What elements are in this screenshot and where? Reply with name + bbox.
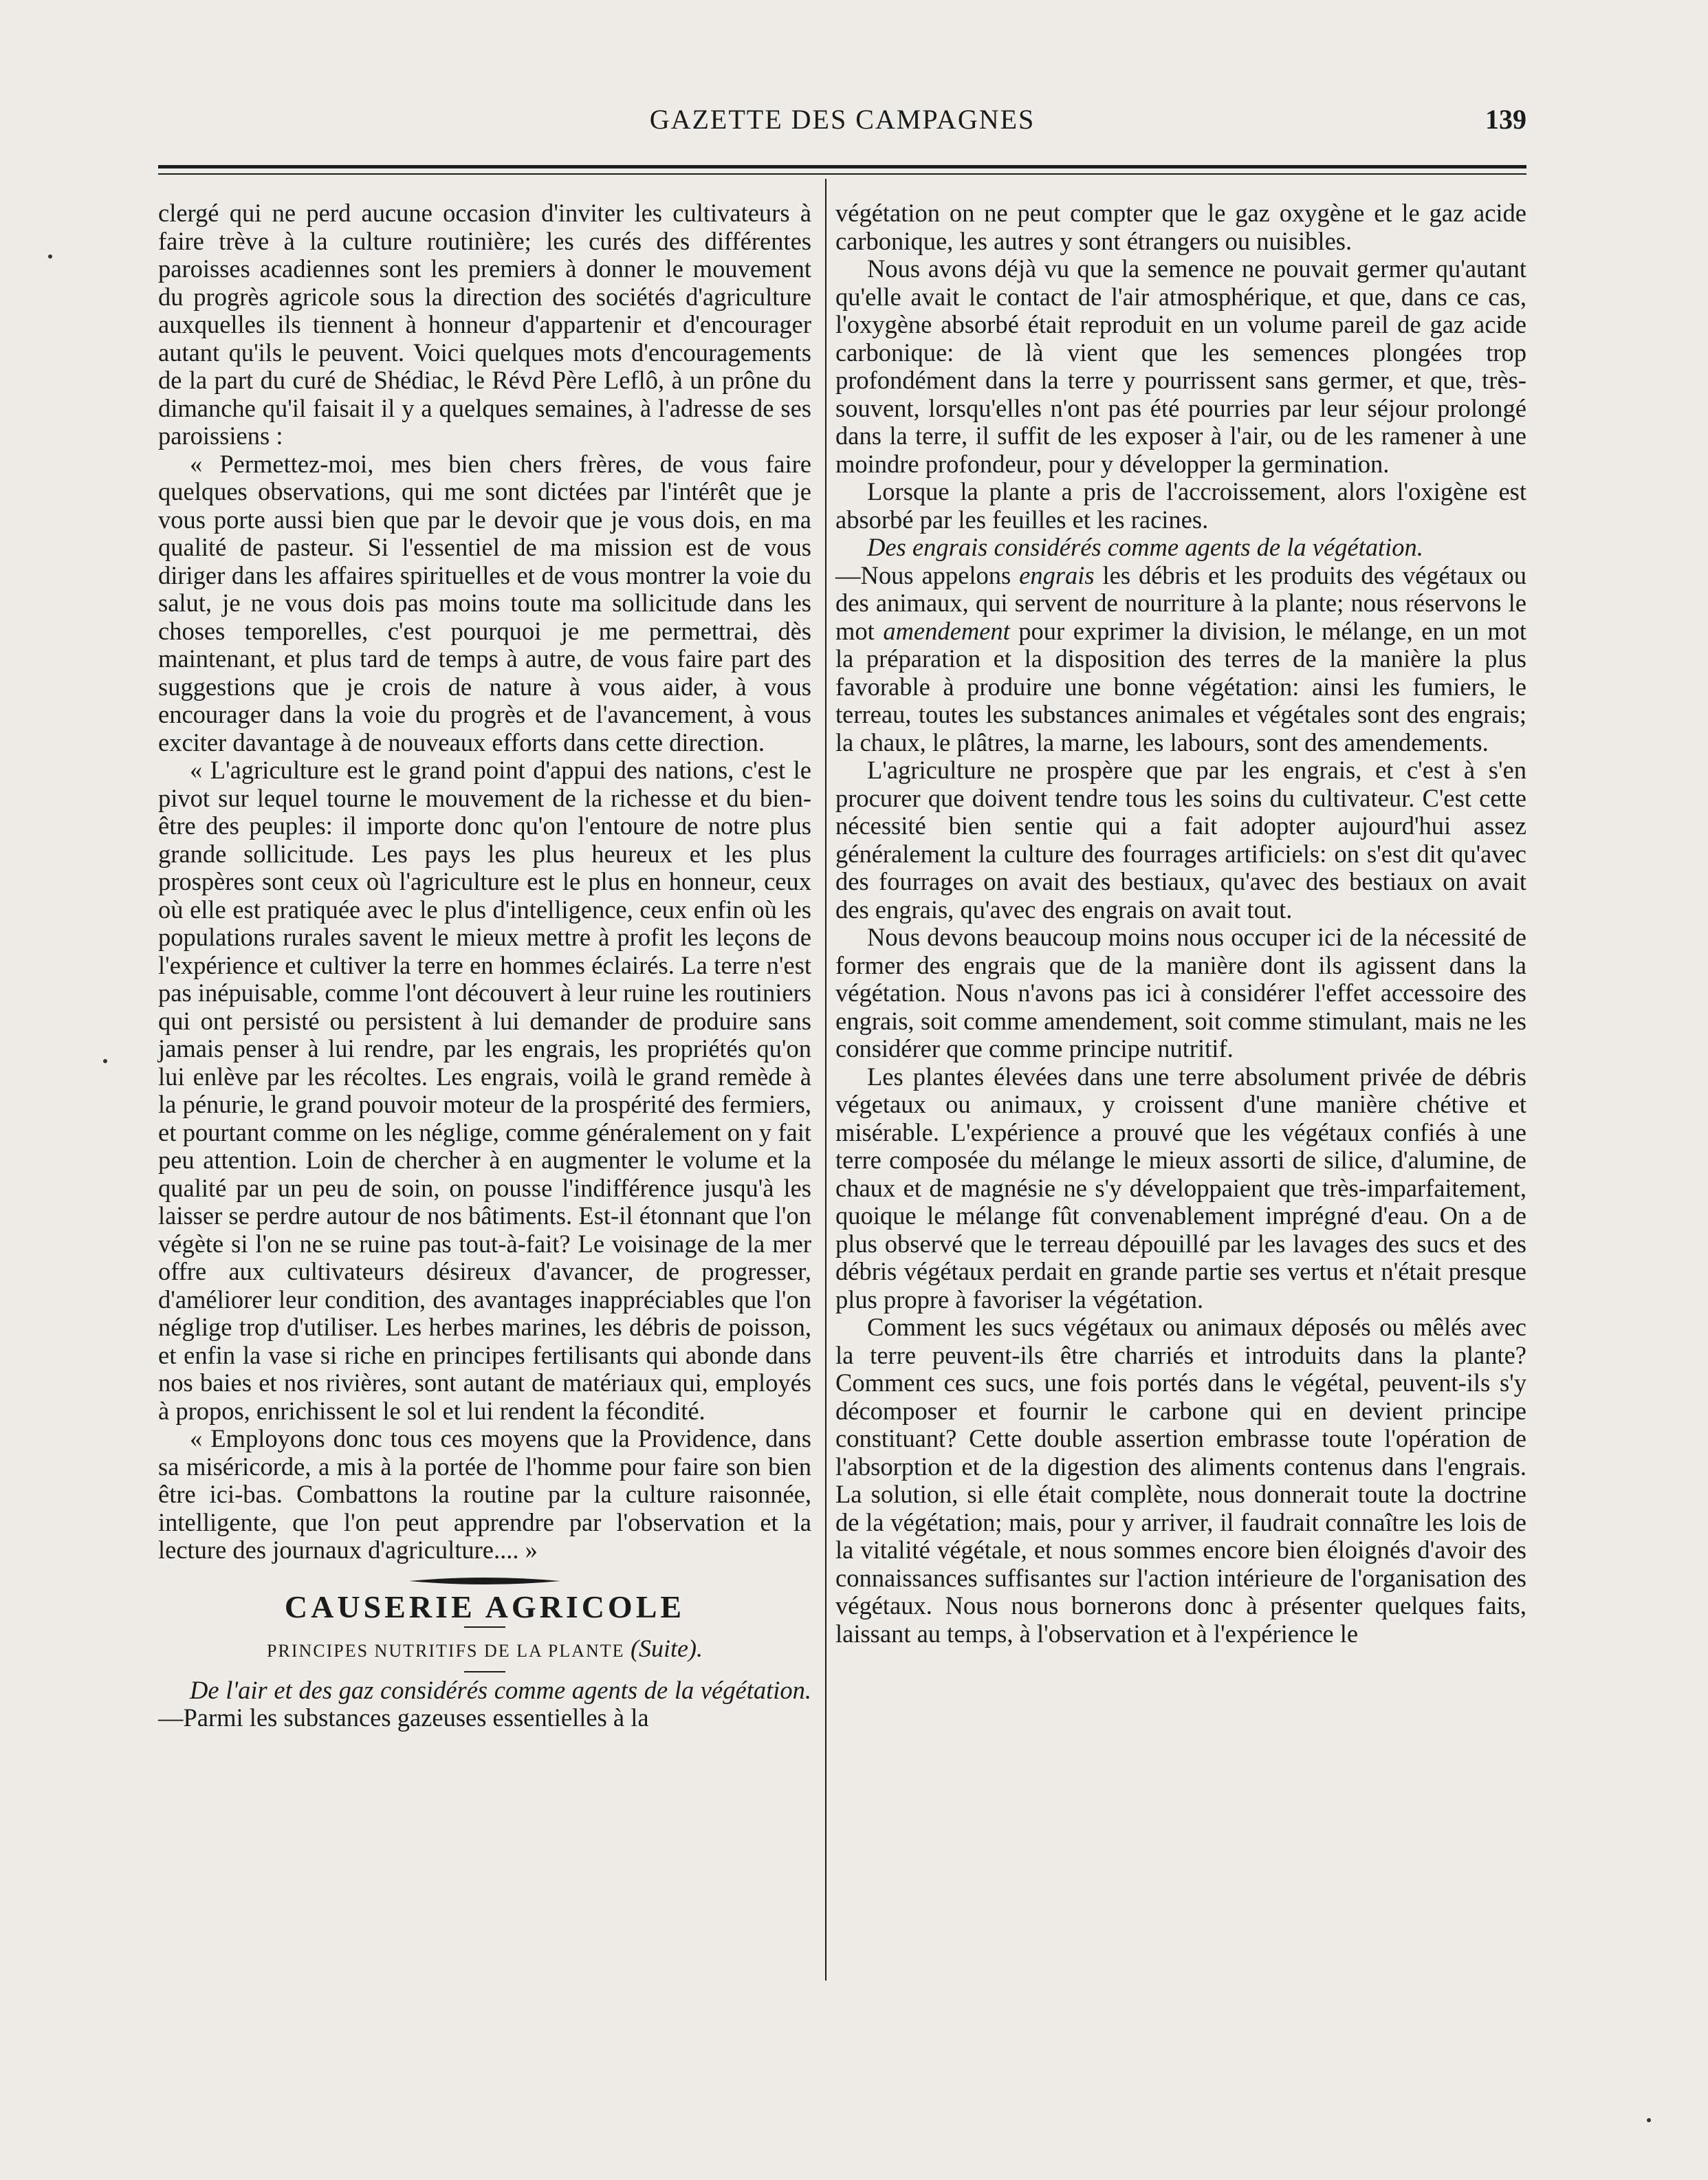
right-paragraph-4 (835, 534, 1526, 756)
right-paragraph-3: Lorsque la plante a pris de l'accroissement, alors l'oxigène est absorbé par les feuilles et les racines. (835, 477, 1526, 534)
right-p4-text-c: pour exprimer la division, le mélange, en un mot la préparation et la disposition des terres de la manière la plus favorable à produire une bonne végétation: ainsi les fumiers, le terreau, toutes les substances animales et végétales sont des engrais; la chaux, le plâtres, la marne, les labours, sont des amendements. (835, 616, 1526, 756)
right-paragraph-1: végétation on ne peut compter que le gaz oxygène et le gaz acide carbonique, les autres y sont étrangers ou nuisibles. (835, 199, 1526, 255)
page-header (158, 103, 1526, 144)
page-number: 139 (1485, 104, 1526, 135)
right-paragraph-8: Comment les sucs végétaux ou animaux déposés ou mêlés avec la terre peuvent-ils être charriés et introduits dans la plante? Comment ces sucs, une fois portés dans le végétal, peuvent-ils s'y décomposer et fournir le carbone qui en devient principe constituant? Cette double assertion embrasse toute l'opération de l'absorption et de la digestion des aliments contenus dans l'engrais. La solution, si elle était complète, nous donnerait toute la doctrine de la végétation; mais, pour y arriver, il faudrait connaître les lois de la vitalité végétale, et nous sommes encore bien éloignés d'avoir des connaissances suffisantes sur l'action intérieure de l'organisation des végétaux. Nous nous bornerons donc à présenter quelques faits, laissant au temps, à l'observation et à l'expérience le (835, 1313, 1526, 1648)
section-title: CAUSERIE AGRICOLE (284, 1589, 686, 1624)
left-paragraph-1: clergé qui ne perd aucune occasion d'inviter les cultivateurs à faire trève à la culture routinière; les curés des différentes paroisses acadiennes sont les premiers à donner le mouvement du progrès agricole sous la direction des sociétés d'agriculture auxquelles ils tiennent à honneur d'appartenir et d'encourager autant qu'ils le peuvent. Voici quelques mots d'encouragements de la part du curé de Shédiac, le Révd Père Leflô, à un prône du dimanche qu'il faisait il y a quelques semaines, à l'adresse de ses paroissiens : (158, 199, 811, 450)
right-p4-text-b: les débris et les produits des végétaux ou des animaux, qui servent de nourriture à la plante; nous réservons le mot (835, 560, 1527, 645)
left-paragraph-5 (158, 1677, 811, 1732)
right-paragraph-5: L'agriculture ne prospère que par les engrais, et c'est à s'en procurer que doivent tendre tous les soins du cultivateur. C'est cette nécessité bien sentie qui a fait adopter aujourd'hui assez généralement la culture des fourrages artificiels: on s'est dit qu'avec des fourrages on avait des bestiaux, qu'avec des bestiaux on avait des engrais, qu'avec des engrais on avait tout. (835, 756, 1526, 924)
right-p4-amendement: amendement (883, 616, 1010, 645)
ornament-rule-icon (409, 1576, 560, 1587)
right-paragraph-7: Les plantes élevées dans une terre absolument privée de débris végetaux ou animaux, y croissent d'une manière chétive et misérable. L'expérience a prouvé que les végétaux confiés à une terre composée du mélange le mieux assorti de silice, d'alumine, de chaux et de magnésie ne s'y développaient que très-imparfaitement, quoique le mélange fût convenablement imprégné d'eau. On a de plus observé que le terreau dépouillé par les lavages des sucs et des débris végétaux perdait en grande partie ses vertus et n'était presque plus propre à favoriser la végétation. (835, 1062, 1526, 1314)
left-paragraph-4: « Employons donc tous ces moyens que la Providence, dans sa miséricorde, a mis à la portée de l'homme pour faire son bien être ici-bas. Combattons la routine par la culture raisonnée, intelligente, que l'on peut apprendre par l'observation et la lecture des journaux d'agriculture.... » (158, 1424, 811, 1564)
subtitle-suite: (Suite). (631, 1635, 703, 1662)
header-rule-thin (158, 173, 1526, 175)
subtitle-text: PRINCIPES NUTRITIFS DE LA PLANTE (267, 1641, 625, 1661)
section-title-rule (464, 1626, 505, 1628)
right-p4-engrais: engrais (1019, 560, 1095, 589)
left-paragraph-2: « Permettez-moi, mes bien chers frères, de vous faire quelques observations, qui me sont dictées par l'intérêt que je vous porte aussi bien que par le devoir que je vous dois, en ma qualité de pasteur. Si l'essentiel de ma mission est de vous diriger dans les affaires spirituelles et de vous montrer la voie du salut, je ne vous dois pas moins toute ma sollicitude dans les choses temporelles, c'est pourquoi je me permettrai, dès maintenant, et plus tard de temps à autre, de vous faire part des suggestions que je crois de nature à vous aider, à vous encourager dans la voie du progrès et de l'avancement, à vous exciter davantage à de nouveaux efforts dans cette direction. (158, 449, 811, 756)
section-subtitle (158, 1635, 811, 1666)
print-speck (103, 1059, 107, 1063)
right-p4-text-a: —Nous appelons (835, 560, 1011, 589)
right-paragraph-2: Nous avons déjà vu que la semence ne pouvait germer qu'autant qu'elle avait le contact de l'air atmosphérique, et que, dans ce cas, l'oxygène absorbé était reproduit en un volume pareil de gaz acide carbonique: de là vient que les semences plongées trop profondément dans la terre y pourrissent sans germer, et que, très-souvent, lorsqu'elles n'ont pas été pourries par leur séjour prolongé dans la terre, il suffit de les exposer à l'air, ou de les ramener à une moindre profondeur, pour y développer la germination. (835, 254, 1526, 478)
section-ornament (158, 1576, 811, 1587)
left-column (158, 199, 811, 1732)
right-column (835, 199, 1526, 1648)
left-p5-text: —Parmi les substances gazeuses essentielles à la (158, 1703, 649, 1732)
print-speck (48, 254, 52, 259)
header-rule-thick (158, 165, 1526, 168)
publication-title: GAZETTE DES CAMPAGNES (649, 104, 1036, 135)
subtitle-rule (464, 1671, 505, 1672)
right-paragraph-6: Nous devons beaucoup moins nous occuper ici de la nécessité de former des engrais que de la manière dont ils agissent dans la végétation. Nous n'avons pas ici à considérer l'effet accessoire des engrais, soit comme amendement, soit comme stimulant, mais ne les considérer que comme principe nutritif. (835, 923, 1526, 1062)
print-speck (1647, 2118, 1651, 2122)
column-divider (825, 179, 826, 1981)
right-p4-italic-heading: Des engrais considérés comme agents de la végétation. (867, 533, 1423, 561)
left-p5-italic-heading: De l'air et des gaz considérés comme agents de la végétation. (190, 1675, 811, 1704)
left-paragraph-3: « L'agriculture est le grand point d'appui des nations, c'est le pivot sur lequel tourne le mouvement de la richesse et du bien-être des peuples: il importe donc qu'on l'entoure de notre plus grande sollicitude. Les pays les plus heureux et les plus prospères sont ceux où l'agriculture est le plus en honneur, ceux où elle est pratiquée avec le plus d'intelligence, ceux enfin où les populations rurales savent le mieux mettre à profit les leçons de l'expérience et cultiver la terre en hommes éclairés. La terre n'est pas inépuisable, comme l'ont découvert à leur ruine les routiniers qui ont persisté ou persistent à lui demander de produire sans jamais penser à lui rendre, par les engrais, les propriétés qu'on lui enlève par les récoltes. Les engrais, voilà le grand remède à la pénurie, le grand pouvoir moteur de la prospérité des fermiers, et pourtant comme on les néglige, comme généralement on y fait peu attention. Loin de chercher à en augmenter le volume et la qualité par un peu de soin, on pousse l'indifférence jusqu'à les laisser se perdre autour de nos bâtiments. Est-il étonnant que l'on végète si l'on ne se ruine pas tout-à-fait? Le voisinage de la mer offre aux cultivateurs désireux d'avancer, de progresser, d'améliorer leur condition, des avantages inappréciables que l'on néglige trop d'utiliser. Les herbes marines, les débris de poisson, et enfin la vase si riche en principes fertilisants qui abonde dans nos baies et nos rivières, sont autant de matériaux qui, employés à propos, enrichissent le sol et lui rendent la fécondité. (158, 756, 811, 1425)
